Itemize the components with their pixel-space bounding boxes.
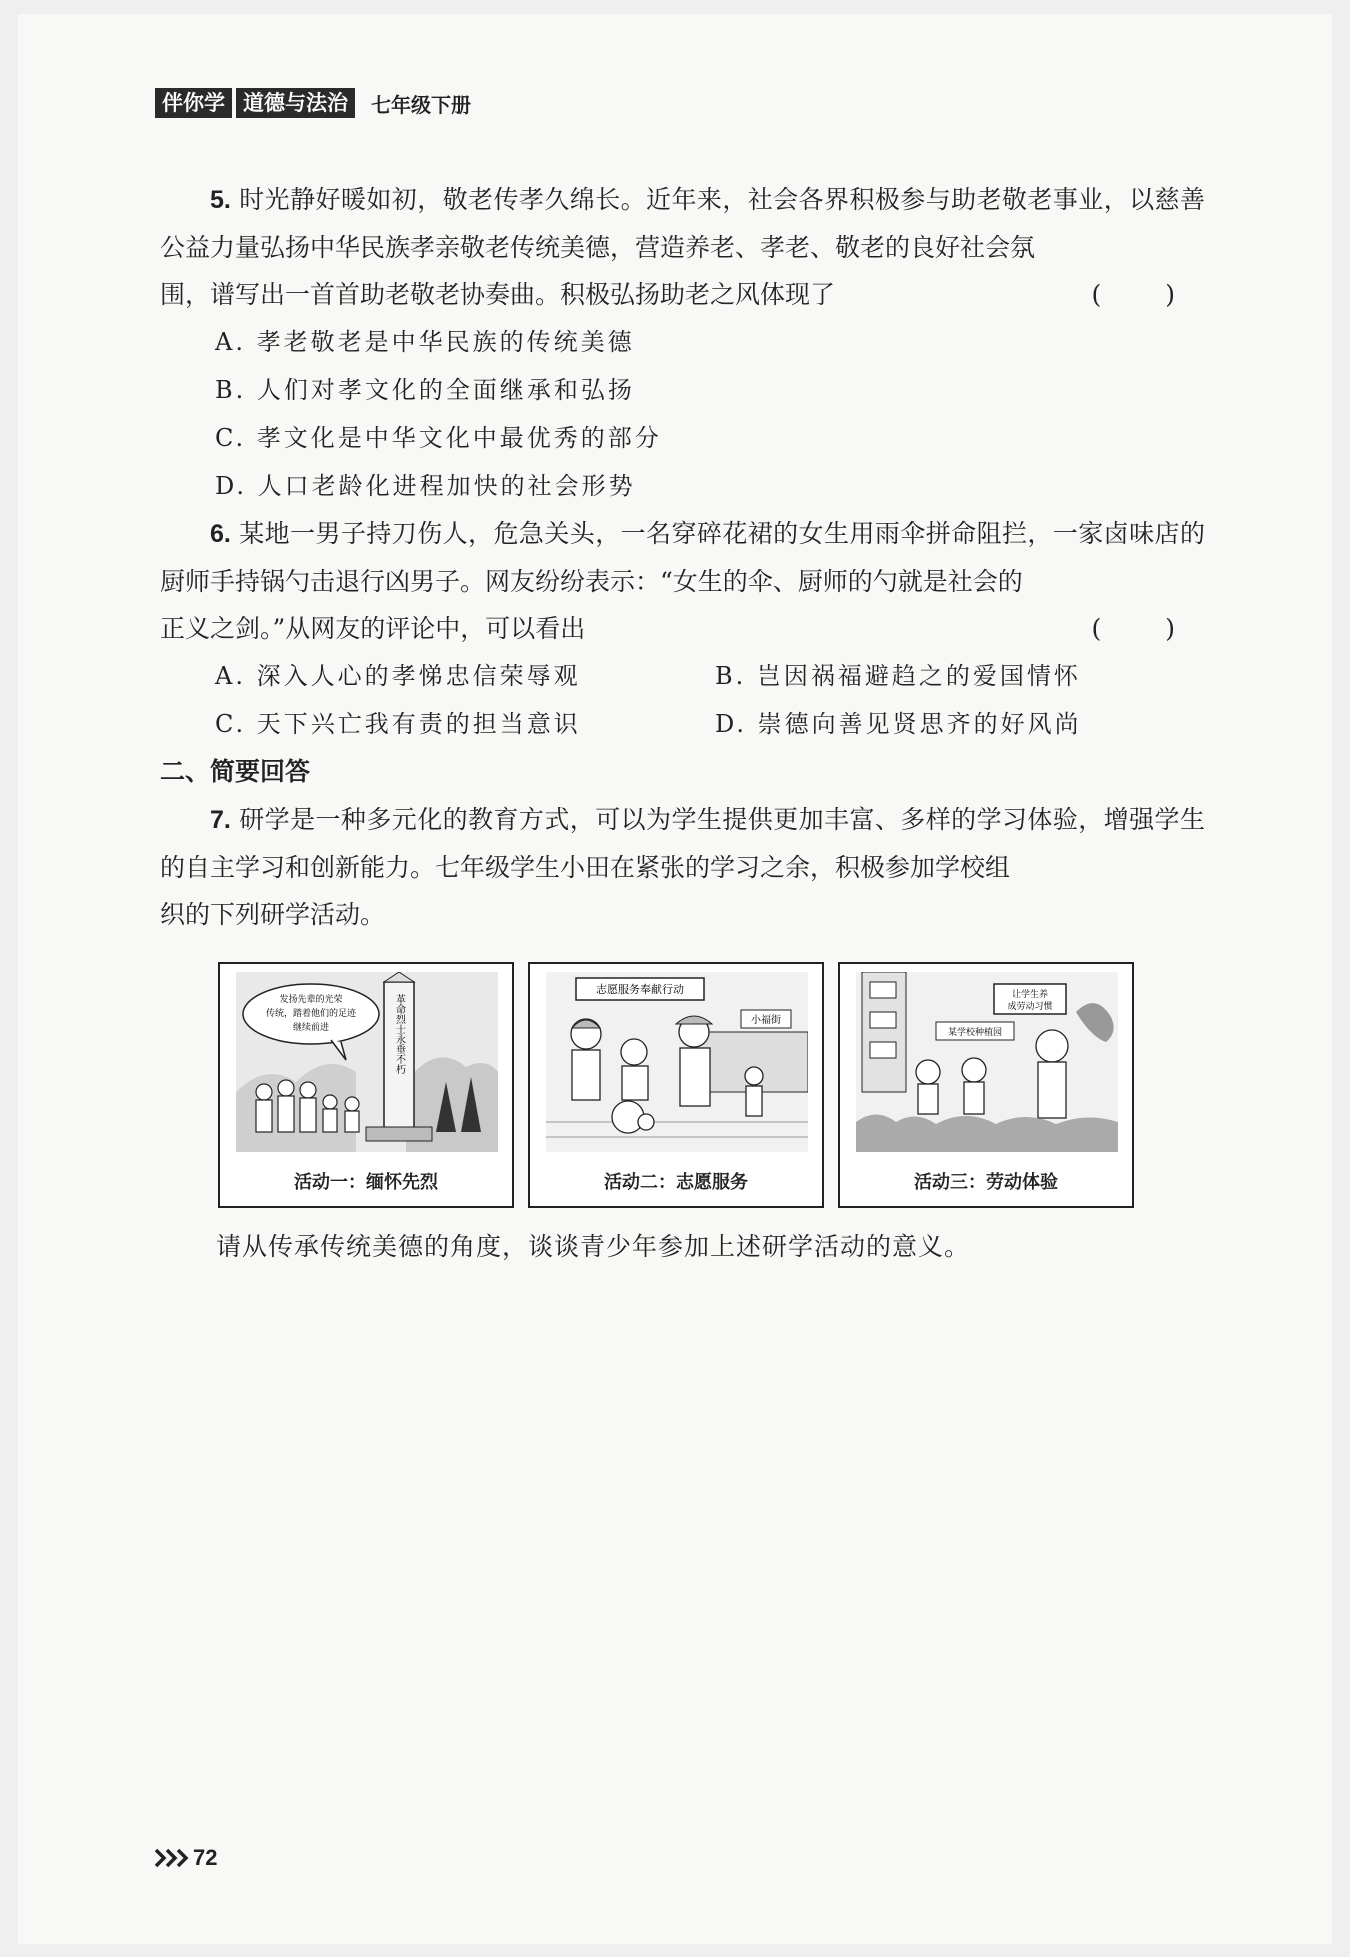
- q5-line-2: 以慈善公益力量弘扬中华民族孝亲敬老传统美德，营造养老、孝老、敬老的良好社会氛: [160, 185, 1205, 262]
- q7-stem-last: [160, 891, 1205, 938]
- figure-1-caption: 活动一：缅怀先烈: [294, 1172, 438, 1192]
- volunteer-banner: 志愿服务奉献行动: [596, 983, 684, 996]
- q5-answer-paren: ( ): [1091, 280, 1203, 309]
- q6-option-b: B. 岂因祸福避趋之的爱国情怀: [715, 662, 1081, 690]
- subject-label: 道德与法治: [236, 88, 355, 118]
- monument-text: 革命烈士永垂不朽: [393, 994, 405, 1074]
- page-footer: [155, 1845, 217, 1871]
- q7-question: 请从传承传统美德的角度，谈谈青少年参加上述研学活动的意义。: [216, 1232, 971, 1261]
- q5-option-d: D. 人口老龄化进程加快的社会形势: [215, 472, 636, 500]
- q6-number: 6.: [210, 520, 231, 548]
- q5-option-c: C. 孝文化是中华文化中最优秀的部分: [215, 424, 662, 452]
- q6-option-c: C. 天下兴亡我有责的担当意识: [215, 710, 581, 738]
- q7-number: 7.: [210, 806, 231, 834]
- q5-line-3: 围，谱写出一首首助老敬老协奏曲。积极弘扬助老之风体现了: [160, 280, 836, 309]
- q5-stem: [160, 176, 1205, 271]
- grade-label: 七年级下册: [371, 92, 471, 117]
- bubble-line-2: 传统，踏着他们的足迹: [265, 1009, 357, 1019]
- q5-stem-last: [160, 271, 1205, 318]
- figure-activity-2: [528, 962, 824, 1208]
- memorial-illustration: [236, 972, 498, 1152]
- page-header: [155, 88, 471, 118]
- q5-option-b: B. 人们对孝文化的全面继承和弘扬: [215, 376, 635, 404]
- q6-answer-paren: ( ): [1091, 614, 1203, 643]
- garden-sign: 某学校种植园: [947, 1028, 1003, 1038]
- q6-option-a: A. 深入人心的孝悌忠信荣辱观: [215, 662, 581, 690]
- q7-line-1: 研学是一种多元化的教育方式，可以为学生提供更加丰富、多样的学习体验，增: [239, 805, 1130, 834]
- bubble-line-2: 成劳动习惯: [1007, 1002, 1053, 1012]
- bubble-line-3: 继续前进: [292, 1023, 330, 1033]
- q5-number: 5.: [210, 186, 231, 214]
- question-5: [160, 176, 1205, 510]
- volunteer-illustration: [546, 972, 808, 1152]
- q7-stem: [160, 796, 1205, 891]
- chevrons-right-icon: [155, 1848, 189, 1868]
- page-content: [160, 176, 1205, 1268]
- figure-activity-3: [838, 962, 1134, 1208]
- q5-line-1: 时光静好暖如初，敬老传孝久绵长。近年来，社会各界积极参与助老敬老事业，: [239, 185, 1130, 214]
- q7-line-2: 强学生的自主学习和创新能力。七年级学生小田在紧张的学习之余，积极参加学校组: [160, 805, 1205, 882]
- question-6: [160, 510, 1205, 748]
- street-sign: 小福街: [751, 1015, 781, 1026]
- q6-option-d: D. 崇德向善见贤思齐的好风尚: [715, 710, 1082, 738]
- bubble-line-1: 让学生养: [1011, 990, 1049, 1000]
- figure-activity-1: [218, 962, 514, 1208]
- q6-stem: [160, 510, 1205, 605]
- q6-options-row-2: [160, 700, 1205, 748]
- figure-3-caption: 活动三：劳动体验: [914, 1172, 1058, 1192]
- q6-line-1: 某地一男子持刀伤人，危急关头，一名穿碎花裙的女生用雨伞拼命阻拦，一家卤: [239, 519, 1130, 548]
- activity-figures: [218, 962, 1205, 1208]
- q6-stem-last: [160, 605, 1205, 652]
- section-heading: 二、简要回答: [160, 758, 311, 786]
- q5-option-a: A. 孝老敬老是中华民族的传统美德: [215, 328, 635, 356]
- q7-line-3: 织的下列研学活动。: [160, 900, 386, 929]
- page-number: 72: [193, 1845, 218, 1870]
- question-7: [160, 796, 1205, 1268]
- bubble-line-1: 发扬先辈的光荣: [279, 995, 343, 1005]
- figure-2-caption: 活动二：志愿服务: [604, 1172, 748, 1192]
- q6-options-row-1: [160, 652, 1205, 700]
- labor-illustration: [856, 972, 1118, 1152]
- series-label: 伴你学: [155, 88, 232, 118]
- q6-line-3: 正义之剑。”从网友的评论中，可以看出: [160, 614, 586, 643]
- q6-line-2: 味店的厨师手持锅勺击退行凶男子。网友纷纷表示：“女生的伞、厨师的勺就是社会的: [160, 519, 1205, 596]
